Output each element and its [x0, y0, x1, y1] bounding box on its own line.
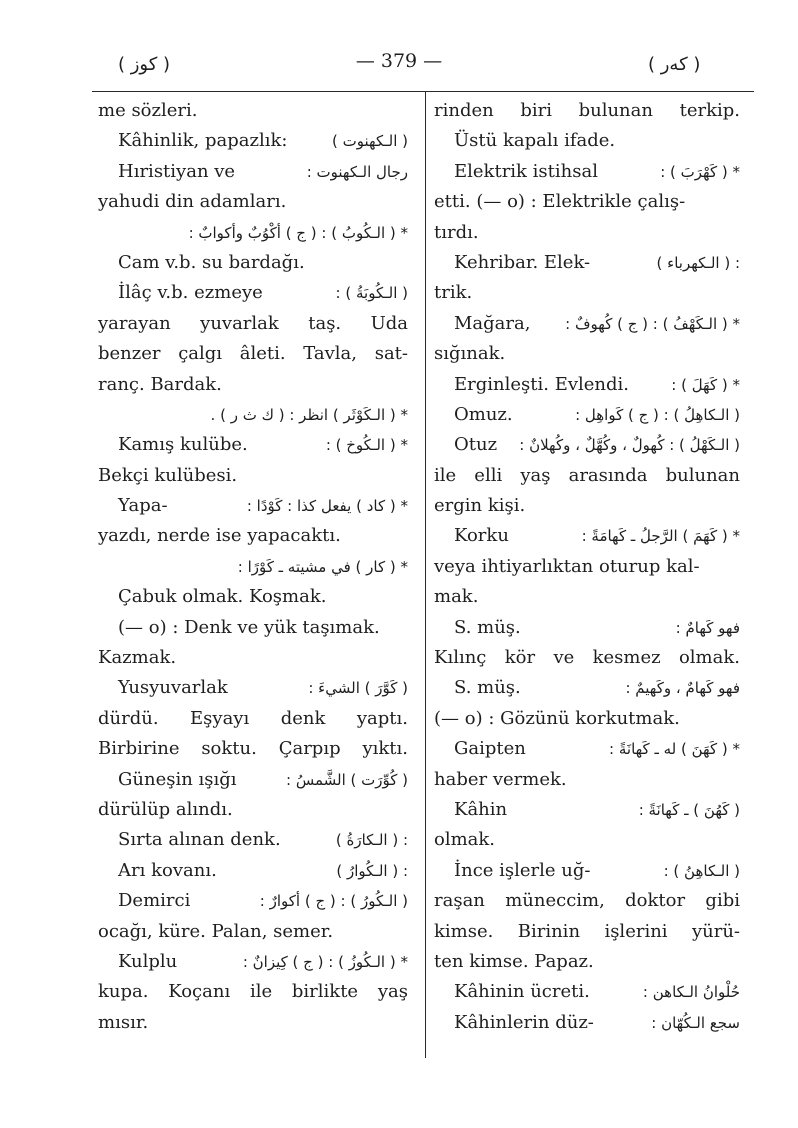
entry-line — [98, 917, 408, 947]
entry-line — [98, 582, 408, 612]
arabic-headword: * ( كار ) في مشيته ـ كَوْرًا : — [237, 557, 408, 576]
entry-line — [434, 582, 740, 612]
entry-text: Kâhin — [454, 798, 508, 820]
arabic-headword: ( الـكُورُ ) : ( ج ) أكوارٌ : — [259, 892, 408, 911]
entry-text: Birbirine soktu. Çarpıp yıktı. — [98, 738, 408, 760]
entry-text: Bekçi kulübesi. — [98, 464, 238, 486]
arabic-headword: ( الـكاهِلُ ) : ( ج ) كَواهِل : — [575, 405, 740, 424]
entry-line — [434, 856, 740, 886]
entry-text: S. müş. — [454, 677, 521, 699]
entry-line — [98, 278, 408, 308]
entry-text: kupa. Koçanı ile birlikte yaş — [98, 981, 408, 1003]
entry-text: Kazmak. — [98, 647, 177, 669]
entry-line — [434, 734, 740, 764]
entry-text: (— o) : Denk ve yük taşımak. — [118, 616, 380, 638]
entry-line — [98, 704, 408, 734]
arabic-headword: * ( كَهَلَ ) : — [671, 375, 740, 394]
entry-text: raşan müneccim, doktor gibi — [434, 890, 740, 912]
entry-text: rinden biri bulunan terkip. — [434, 100, 740, 121]
entry-line — [98, 521, 408, 551]
entry-line — [98, 309, 408, 339]
arabic-headword: * ( كَهَمَ ) الرَّجلُ ـ كَهامَةً : — [581, 527, 740, 546]
arabic-headword: : ( الـكارَةُ ) — [335, 831, 408, 850]
entry-text: Kulplu — [118, 950, 178, 972]
arabic-headword: * ( كَهَنَ ) له ـ كَهانَةً : — [609, 740, 740, 759]
entry-text: ile elli yaş arasında bulunan — [434, 464, 740, 486]
arabic-headword: رجال الـكهنوت : — [306, 162, 408, 181]
arabic-headword: * ( كاد ) يفعل كذا : كَوْدًا : — [246, 497, 408, 516]
entry-line — [434, 521, 740, 551]
entry-line — [98, 339, 408, 369]
entry-text: Sırta alınan denk. — [118, 829, 281, 851]
arabic-headword: ( الـكُوبَةُ ) : — [335, 284, 408, 303]
entry-line — [434, 795, 740, 825]
header-right-guide-word: ( كەر ) — [648, 54, 701, 75]
entry-text: mısır. — [98, 1011, 149, 1033]
entry-line — [434, 126, 740, 156]
entry-text: Mağara, — [454, 312, 531, 334]
entry-line — [434, 765, 740, 795]
entry-text: veya ihtiyarlıktan oturup kal- — [434, 555, 700, 577]
entry-line — [98, 947, 408, 977]
entry-text: kimse. Birinin işlerini yürü- — [434, 920, 740, 942]
entry-text: Demirci — [118, 890, 191, 912]
entry-line — [434, 886, 740, 916]
entry-text: Üstü kapalı ifade. — [454, 130, 616, 152]
entry-text: ranç. Bardak. — [98, 373, 222, 395]
entry-line — [434, 461, 740, 491]
entry-text: Hıristiyan ve — [118, 160, 236, 182]
entry-text: Yusyuvarlak — [118, 677, 228, 699]
entry-text: İlâç v.b. ezmeye — [118, 282, 263, 304]
entry-line — [434, 917, 740, 947]
entry-line — [98, 977, 408, 1007]
entry-line — [434, 218, 740, 248]
entry-text: Cam v.b. su bardağı. — [118, 251, 305, 273]
entry-text: sığınak. — [434, 343, 506, 365]
header-rule — [92, 91, 754, 92]
entry-line — [98, 825, 408, 855]
entry-line — [434, 491, 740, 521]
arabic-headword: فهو كَهامٌ ، وكَهيمٌ : — [625, 679, 740, 698]
entry-line — [98, 643, 408, 673]
entry-line — [98, 795, 408, 825]
entry-line — [98, 856, 408, 886]
entry-line — [434, 947, 740, 977]
entry-line — [98, 157, 408, 187]
entry-line — [98, 734, 408, 764]
entry-text: ten kimse. Papaz. — [434, 950, 594, 972]
entry-line — [434, 704, 740, 734]
entry-text: Otuz — [454, 434, 498, 456]
entry-line — [98, 400, 408, 430]
entry-line — [434, 613, 740, 643]
right-column — [434, 96, 740, 1038]
entry-line — [98, 218, 408, 248]
entry-line — [98, 765, 408, 795]
arabic-headword: * ( الـكَوْثَر ) انظر : ( ك ث ر ) . — [210, 405, 408, 424]
entry-text: Çabuk olmak. Koşmak. — [118, 586, 327, 608]
page-number: — 379 — — [355, 50, 443, 72]
entry-text: dürdü. Eşyayı denk yaptı. — [98, 707, 408, 729]
entry-text: olmak. — [434, 829, 496, 851]
entry-line — [434, 278, 740, 308]
arabic-headword: : ( الـكهرباء ) — [656, 253, 740, 272]
entry-text: etti. (— o) : Elektrikle çalış- — [434, 191, 686, 213]
arabic-headword: * ( كَهْرَبَ ) : — [660, 162, 740, 181]
arabic-headword: ( الـكهنوت ) — [332, 132, 408, 151]
entry-text: Elektrik istihsal — [454, 160, 598, 182]
entry-text: Kâhinlik, papazlık: — [118, 130, 288, 152]
entry-line — [98, 187, 408, 217]
entry-line — [434, 673, 740, 703]
entry-line — [98, 1008, 408, 1038]
entry-text: Erginleşti. Evlendi. — [454, 373, 630, 395]
entry-line — [98, 126, 408, 156]
entry-line — [434, 370, 740, 400]
entry-text: (— o) : Gözünü korkutmak. — [434, 707, 680, 729]
entry-line — [98, 430, 408, 460]
entry-text: Kılınç kör ve kesmez olmak. — [434, 647, 740, 669]
entry-line — [98, 552, 408, 582]
entry-text: yazdı, nerde ise yapacaktı. — [98, 525, 341, 547]
entry-line — [98, 491, 408, 521]
entry-text: Omuz. — [454, 403, 513, 425]
entry-line — [434, 643, 740, 673]
arabic-headword: سجع الـكُهّان : — [651, 1013, 740, 1032]
arabic-headword: : ( الـكُوارُ ) — [336, 861, 408, 880]
entry-text: ergin kişi. — [434, 495, 526, 517]
entry-text: yahudi din adamları. — [98, 191, 287, 213]
arabic-headword: * ( الـكَهْفُ ) : ( ج ) كُهوفٌ : — [565, 314, 740, 333]
entry-line — [434, 430, 740, 460]
entry-line — [434, 248, 740, 278]
arabic-headword: * ( الـكُوخ ) : — [325, 436, 408, 455]
arabic-headword: فهو كَهامٌ : — [675, 618, 740, 637]
arabic-headword: ( كَهُنَ ) ـ كَهانَةً : — [638, 800, 740, 819]
entry-text: tırdı. — [434, 221, 479, 243]
arabic-headword: * ( الـكُوبُ ) : ( ج ) أكْوُبٌ وأكوابٌ : — [188, 223, 408, 242]
arabic-headword: ( الـكَهْلُ ) : كُهولٌ ، وكُهَّلٌ ، وكُهلانٌ : — [519, 436, 740, 455]
entry-text: Kamış kulübe. — [118, 434, 248, 456]
left-column — [98, 96, 408, 1038]
entry-line — [434, 187, 740, 217]
entry-line — [434, 400, 740, 430]
arabic-headword: حُلْوانُ الـكاهن : — [642, 983, 740, 1002]
entry-text: dürülüp alındı. — [98, 798, 233, 820]
entry-line — [434, 977, 740, 1007]
entry-line — [98, 248, 408, 278]
entry-text: benzer çalgı âleti. Tavla, sat- — [98, 343, 408, 365]
entry-text: haber vermek. — [434, 768, 567, 790]
entry-line — [98, 673, 408, 703]
entry-line — [98, 613, 408, 643]
entry-line — [434, 1008, 740, 1038]
entry-line — [434, 157, 740, 187]
entry-line — [434, 825, 740, 855]
entry-text: trik. — [434, 282, 473, 304]
entry-text: Arı kovanı. — [118, 859, 217, 881]
entry-text: Kâhinlerin düz- — [454, 1011, 594, 1033]
arabic-headword: ( الـكاهِنُ ) : — [663, 861, 740, 880]
entry-text: Yapa- — [118, 495, 168, 517]
entry-line — [434, 552, 740, 582]
entry-line — [434, 309, 740, 339]
entry-text: Korku — [454, 525, 509, 547]
entry-line — [98, 461, 408, 491]
entry-text: me sözleri. — [98, 100, 198, 121]
entry-line — [434, 339, 740, 369]
arabic-headword: ( كَوَّرَ ) الشيءَ : — [308, 679, 408, 698]
entry-text: S. müş. — [454, 616, 521, 638]
entry-text: Gaipten — [454, 738, 526, 760]
entry-text: ocağı, küre. Palan, semer. — [98, 920, 334, 942]
header-left-guide-word: ( كوز ) — [118, 54, 171, 75]
entry-text: Kâhinin ücreti. — [454, 981, 590, 1003]
entry-text: yarayan yuvarlak taş. Uda — [98, 312, 408, 334]
arabic-headword: * ( الـكُوزُ ) : ( ج ) كِيزانٌ : — [242, 952, 408, 971]
entry-line — [98, 370, 408, 400]
entry-line — [98, 886, 408, 916]
arabic-headword: ( كُوِّرَت ) الشَّمسُ : — [286, 770, 408, 789]
entry-line — [98, 96, 408, 126]
entry-line — [434, 96, 740, 126]
entry-text: Kehribar. Elek- — [454, 251, 591, 273]
entry-text: Güneşin ışığı — [118, 768, 237, 790]
entry-text: İnce işlerle uğ- — [454, 859, 591, 881]
column-divider — [425, 92, 426, 1058]
entry-text: mak. — [434, 586, 479, 608]
